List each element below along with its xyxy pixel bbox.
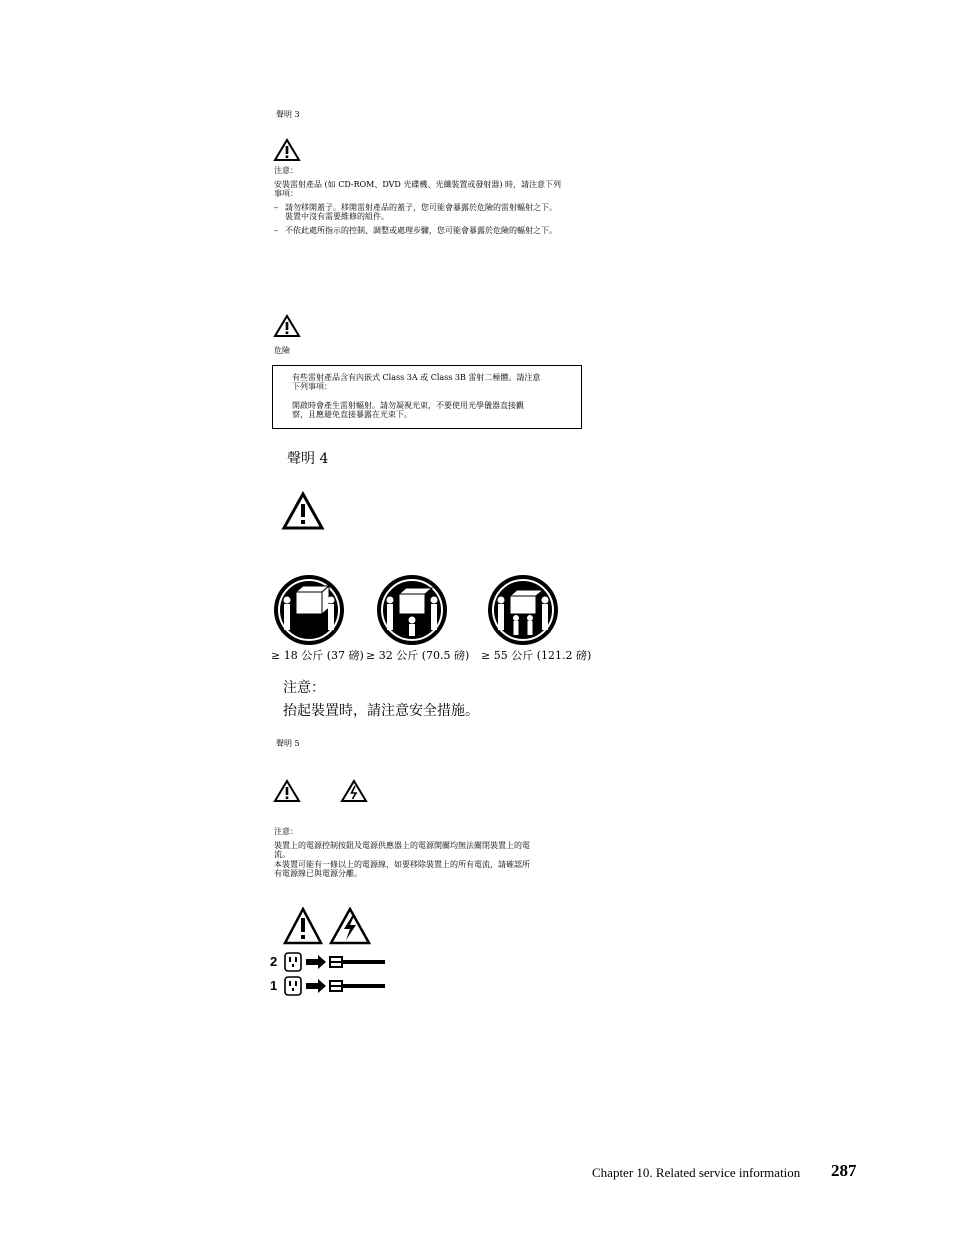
page-number: 287 [831,1161,857,1180]
power-cord-1 [284,976,386,996]
arrow-icon [306,955,326,969]
lifting-4-people-icon [487,574,559,646]
electrical-hazard-icon [329,907,371,945]
plug-icon [329,956,385,968]
danger-label: 危險 [274,346,290,355]
warning-triangle-icon [273,779,301,803]
arrow-icon [306,979,326,993]
statement3-caution-label: 注意： [274,166,298,175]
weight-label-55kg: ≥ 55 公斤 (121.2 磅) [481,649,592,662]
electrical-hazard-icon [340,779,368,803]
statement3-heading: 聲明 3 [276,110,300,119]
lifting-2-people-icon [273,574,345,646]
power-cord-2 [284,952,386,972]
statement5-line3: 本裝置可能有一條以上的電源線，如要移除裝置上的所有電流，請確認所 [274,860,530,869]
plug-number-2: 2 [270,954,278,969]
plug-icon [329,980,385,992]
bullet-dash: – [274,226,278,235]
weight-label-18kg: ≥ 18 公斤 (37 磅) [271,649,364,662]
statement4-heading: 聲明 4 [287,451,329,467]
statement5-caution-label: 注意： [274,827,298,836]
warning-triangle-icon [283,907,323,945]
bullet-dash: – [274,203,278,212]
bullet-text: 不依此處所指示的控制、調整或處理步驟，您可能會暴露於危險的輻射之下。 [285,226,557,235]
weight-label-32kg: ≥ 32 公斤 (70.5 磅) [366,649,470,662]
bullet-text: 請勿移開蓋子。移開雷射產品的蓋子，您可能會暴露於危險的雷射輻射之下。 [285,203,557,212]
bullet-text-cont: 裝置中沒有需要維修的組件。 [285,212,389,221]
outlet-icon [285,953,301,971]
outlet-icon [285,977,301,995]
danger-box-line1: 有些雷射產品含有內嵌式 Class 3A 或 Class 3B 雷射二極體。請注意 [292,373,541,382]
footer-chapter: Chapter 10. Related service information [592,1165,801,1180]
statement4-caution-text: 抬起裝置時，請注意安全措施。 [283,703,479,719]
warning-triangle-icon [273,314,301,338]
statement5-line1: 裝置上的電源控制按鈕及電源供應器上的電源開關均無法關閉裝置上的電 [274,841,530,850]
statement4-caution-label: 注意： [283,680,325,696]
danger-box-line4: 察，且應避免直接暴露在光束下。 [292,410,412,419]
statement5-heading: 聲明 5 [276,739,300,748]
statement5-line2: 流。 [274,850,290,859]
danger-box-line2: 下列事項： [292,382,332,391]
plug-number-1: 1 [270,978,278,993]
lifting-3-people-icon [376,574,448,646]
statement5-line4: 有電源線已與電源分離。 [274,869,362,878]
warning-triangle-icon [281,491,325,531]
statement3-intro-line2: 事項： [274,189,298,198]
danger-box [272,365,582,429]
statement3-intro-line1: 安裝雷射產品 (如 CD-ROM、DVD 光碟機、光纖裝置或發射器) 時，請注意下列 [274,180,562,189]
danger-box-line3: 開啟時會產生雷射輻射。請勿凝視光束，不要使用光學儀器直接觀 [292,401,524,410]
warning-triangle-icon [273,138,301,162]
